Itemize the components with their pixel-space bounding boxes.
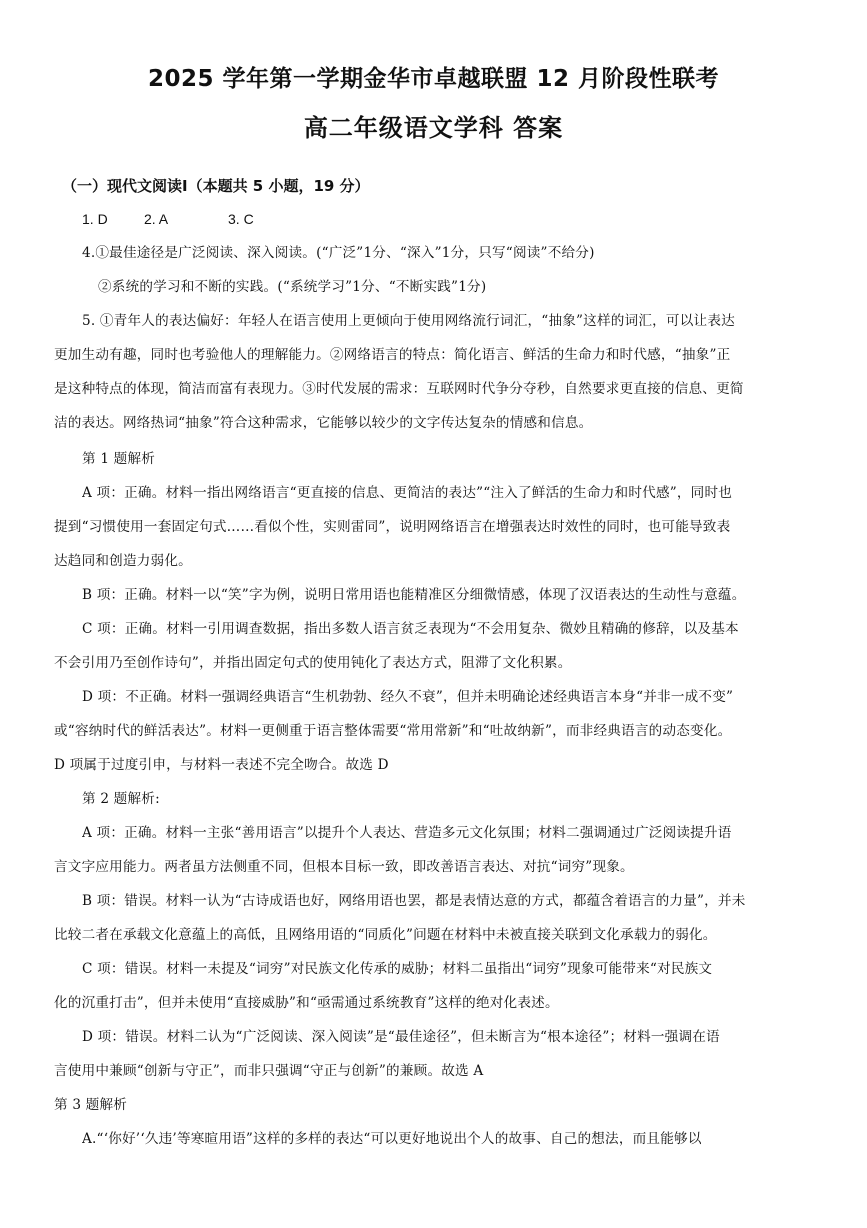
analysis-line: A.“‘你好’‘久违’等寒暄用语”这样的多样的表达“可以更好地说出个人的故事、自己的想法，而且能够以: [82, 1131, 702, 1147]
analysis-line: C 项：正确。材料一引用调查数据，指出多数人语言贫乏表现为“不会用复杂、微妙且精确的修辞，以及基本: [82, 621, 739, 637]
analysis-line: 提到“习惯使用一套固定句式……看似个性，实则雷同”，说明网络语言在增强表达时效性的同时，也可能导致表: [54, 519, 731, 535]
analysis-line: A 项：正确。材料一主张“善用语言”以提升个人表达、营造多元文化氛围；材料二强调通过广泛阅读提升语: [82, 825, 732, 841]
analysis-line: 言使用中兼顾“创新与守正”，而非只强调“守正与创新”的兼顾。故选 A: [54, 1063, 484, 1079]
analysis-line: B 项：正确。材料一以“笑”字为例，说明日常用语也能精准区分细微情感，体现了汉语表达的生动性与意蕴。: [82, 587, 746, 603]
analysis-line: 化的沉重打击”，但并未使用“直接威胁”和“亟需通过系统教育”这样的绝对化表述。: [54, 995, 559, 1011]
q4-line-1: 4.①最佳途径是广泛阅读、深入阅读。(“广泛”1分、“深入”1分，只写“阅读”不给分): [82, 245, 595, 261]
analysis-line: B 项：错误。材料一认为“古诗成语也好，网络用语也罢，都是表情达意的方式，都蕴含着语言的力量”，并未: [82, 893, 746, 909]
analysis-line: 言文字应用能力。两者虽方法侧重不同，但根本目标一致，即改善语言表达、对抗“词穷”现象。: [54, 859, 634, 875]
section-heading: （一）现代文阅读Ⅰ（本题共 5 小题，19 分）: [62, 177, 370, 195]
q5-line: 更加生动有趣，同时也考验他人的理解能力。②网络语言的特点：简化语言、鲜活的生命力和时代感，“抽象”正: [54, 347, 731, 363]
analysis-line: C 项：错误。材料一未提及“词穷”对民族文化传承的威胁；材料二虽指出“词穷”现象可能带来“对民族文: [82, 961, 713, 977]
analysis-line: D 项：错误。材料二认为“广泛阅读、深入阅读”是“最佳途径”，但未断言为“根本途径”；材料一强调在语: [82, 1029, 720, 1045]
q4-line-2: ②系统的学习和不断的实践。(“系统学习”1分、“不断实践”1分): [98, 279, 487, 295]
q5-line: 5. ①青年人的表达偏好：年轻人在语言使用上更倾向于使用网络流行词汇，“抽象”这样的词汇，可以让表达: [82, 313, 735, 329]
analysis-heading: 第 1 题解析: [82, 451, 156, 467]
q5-line: 是这种特点的体现，简洁而富有表现力。③时代发展的需求：互联网时代争分夺秒，自然要求更直接的信息、更简: [54, 381, 744, 397]
analysis-line: 不会引用乃至创作诗句”，并指出固定句式的使用钝化了表达方式，阻滞了文化积累。: [54, 655, 572, 671]
answer-q1: 1. D: [82, 211, 108, 227]
analysis-line: 或“容纳时代的鲜活表达”。材料一更侧重于语言整体需要“常用常新”和“吐故纳新”，而非经典语言的动态变化。: [54, 723, 732, 739]
page-subtitle: 高二年级语文学科 答案: [303, 114, 564, 142]
analysis-line: A 项：正确。材料一指出网络语言“更直接的信息、更简洁的表达”“注入了鲜活的生命力和时代感”，同时也: [82, 485, 733, 501]
answer-row: [82, 209, 382, 229]
answer-q3: 3. C: [228, 211, 254, 227]
analysis-line: D 项属于过度引申，与材料一表述不完全吻合。故选 D: [54, 757, 389, 773]
answer-q2: 2. A: [144, 211, 169, 227]
analysis-heading: 第 2 题解析:: [82, 791, 160, 807]
analysis-line: D 项：不正确。材料一强调经典语言“生机勃勃、经久不衰”，但并未明确论述经典语言本身“并非一成不变”: [82, 689, 734, 705]
analysis-line: 达趋同和创造力弱化。: [54, 553, 192, 569]
analysis-line: 比较二者在承载文化意蕴上的高低，且网络用语的“同质化”问题在材料中未被直接关联到文化承载力的弱化。: [54, 927, 717, 943]
q5-line: 洁的表达。网络热词“抽象”符合这种需求，它能够以较少的文字传达复杂的情感和信息。: [54, 415, 593, 431]
analysis-heading: 第 3 题解析: [54, 1097, 128, 1113]
page-title: 2025 学年第一学期金华市卓越联盟 12 月阶段性联考: [147, 66, 720, 92]
